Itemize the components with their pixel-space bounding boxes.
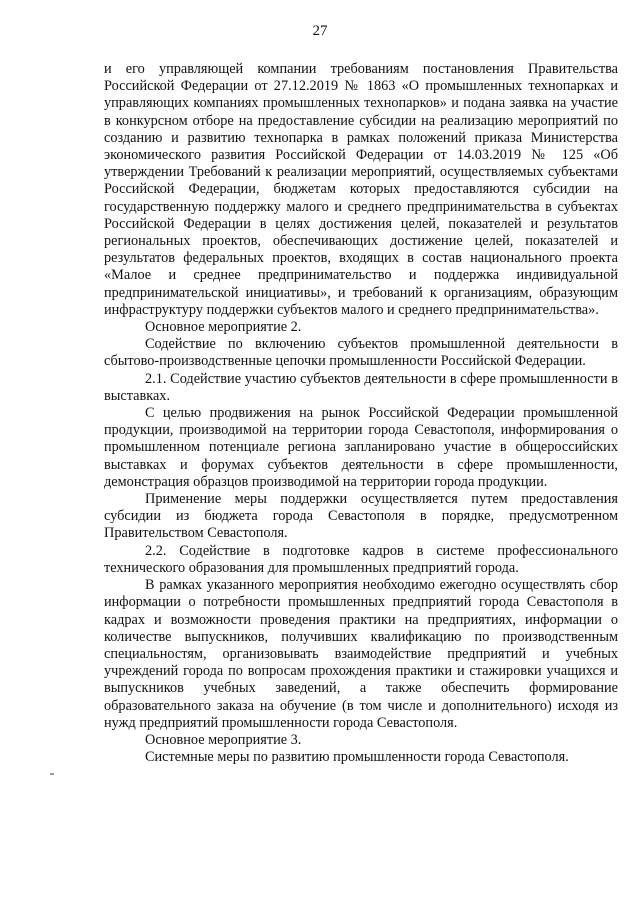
page-number: 27 — [312, 23, 328, 39]
document-body — [104, 61, 618, 766]
paragraph-subsidy: Применение меры поддержки осуществляется путем предоставления субсидии из бюджета города Севастополя в порядке, предусмотренном Правительством Севастополя. — [104, 491, 618, 542]
paragraph-supply-chains: Содействие по включению субъектов промышленной деятельности в сбытово-производственные цепочки промышленности Российской Федерации. — [104, 336, 618, 370]
paragraph-system-measures: Системные меры по развитию промышленности города Севастополя. — [145, 749, 569, 766]
paragraph-main-activity-3: Основное мероприятие 3. — [145, 731, 302, 748]
paragraph-technopark-requirements: и его управляющей компании требованиям постановления Правительства Российской Федерации от 27.12.2019 № 1863 «О промышленных технопарках и управляющих компаниях промышленных технопарков» и подана заявка на участие в конкурсном отборе на предоставление субсидии на реализацию мероприятий по созданию и развитию технопарка в рамках положений приказа Министерства экономического развития Российской Федерации от 14.03.2019 № 125 «Об утверждении Требований к реализации мероприятий, осуществляемых субъектами Российской Федерации, бюджетам которых предоставляются субсидии на государственную поддержку малого и среднего предпринимательства в субъектах Российской Федерации в целях достижения целей, показателей и результатов региональных проектов, обеспечивающих достижение целей, показателей и результатов федеральных проектов, входящих в состав национального проекта «Малое и среднее предпринимательство и поддержка индивидуальной предпринимательской инициативы», и требований к организациям, образующим инфраструктуру поддержки субъектов малого и среднего предпринимательства». — [104, 61, 618, 318]
paragraph-item-2-1: 2.1. Содействие участию субъектов деятельности в сфере промышленности в выставках. — [104, 370, 618, 404]
paragraph-main-activity-2: Основное мероприятие 2. — [145, 319, 302, 336]
paragraph-item-2-2: 2.2. Содействие в подготовке кадров в системе профессионального технического образования для промышленных предприятий города. — [104, 542, 618, 576]
paragraph-exhibitions: С целью продвижения на рынок Российской Федерации промышленной продукции, производимой на территории города Севастополя, информирования о промышленном потенциале региона запланировано участие в общероссийских выставках и форумах субъектов деятельности в сфере промышленности, демонстрация образцов производимой на территории города продукции. — [104, 405, 618, 490]
margin-scan-mark — [50, 773, 54, 775]
paragraph-staff-training: В рамках указанного мероприятия необходимо ежегодно осуществлять сбор информации о потребности промышленных предприятий города Севастополя в кадрах и возможности проведения практики на предприятиях, информации о количестве выпускников, получивших квалификацию по производственным специальностям, организовывать взаимодействие предприятий и учебных учреждений города по вопросам прохождения практики и стажировки учащихся и выпускников учебных заведений, а также обеспечить формирование образовательного заказа на обучение (в том числе и дополнительного) исходя из нужд предприятий промышленности города Севастополя. — [104, 577, 618, 731]
